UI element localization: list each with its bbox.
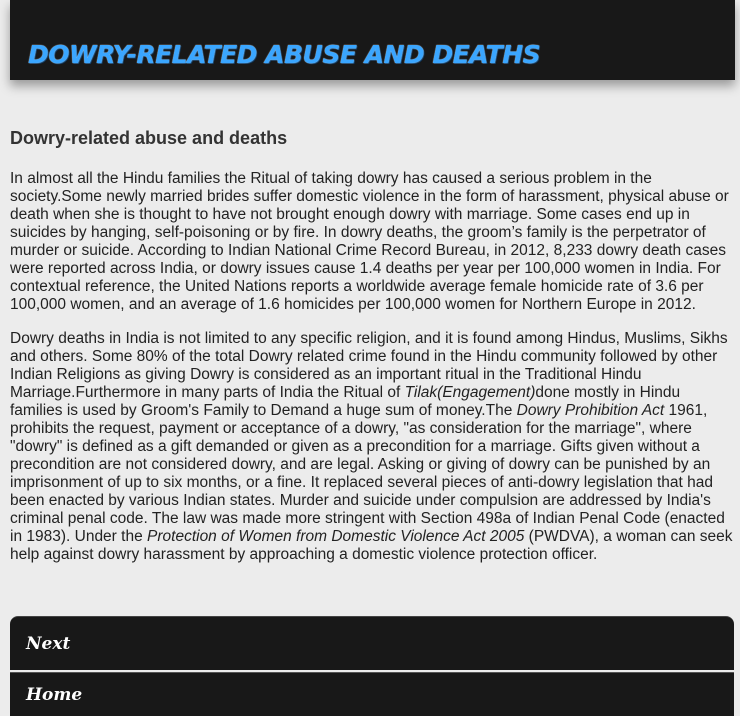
article-paragraph-1: In almost all the Hindu families the Ritual of taking dowry has caused a serious problem in the society.Some newly married brides suffer domestic violence in the form of harassment, physical abuse or death when she is thought to have not brought enough dowry with marriage. Some cases end up in suicides by hanging, self-poisoning or by fire. In dowry deaths, the groom’s family is the perpetrator of murder or suicide. According to Indian National Crime Record Bureau, in 2012, 8,233 dowry death cases were reported across India, or dowry issues cause 1.4 deaths per year per 100,000 women in India. For contextual reference, the United Nations reports a worldwide average female homicide rate of 3.6 per 100,000 women, and an average of 1.6 homicides per 100,000 women for Northern Europe in 2012. (10, 170, 729, 313)
paragraph-emphasis: Tilak(Engagement) (404, 384, 536, 401)
article-content (10, 126, 734, 580)
header-bar (10, 0, 735, 80)
page-banner-title: DOWRY-RELATED ABUSE AND DEATHS (28, 40, 541, 69)
paragraph-emphasis: Protection of Women from Domestic Violence Act 2005 (147, 528, 525, 545)
home-button[interactable] (10, 672, 734, 716)
next-button-label: Next (26, 633, 71, 654)
paragraph-text: Dowry deaths in India is not limited to any specific religion, and it is found among Hindus, Muslims, Sikhs and others. Some 80% of the total Dowry related crime found in the Hindu community followed by other Indian Religions as giving Dowry is considered as an important ritual in the Traditional Hindu Marriage.Furthermore in many parts of India the Ritual of (10, 330, 728, 401)
paragraph-emphasis: Dowry Prohibition Act (516, 402, 665, 419)
article-paragraph-2 (10, 330, 734, 564)
paragraph-text: done mostly in Hindu families is used by Groom's Family to Demand a huge sum of money.The (10, 384, 681, 419)
article-heading: Dowry-related abuse and deaths (10, 128, 288, 148)
home-button-label: Home (26, 684, 83, 705)
paragraph-text: (PWDVA), a woman can seek help against dowry harassment by approaching a domestic violence protection officer. (10, 528, 733, 563)
paragraph-text: 1961, prohibits the request, payment or acceptance of a dowry, "as consideration for the marriage", where "dowry" is defined as a gift demanded or given as a precondition for a marriage. Gifts given without a precondition are not considered dowry, and are legal. Asking or giving of dowry can be punished by an imprisonment of up to six months, or a fine. It replaced several pieces of anti-dowry legislation that had been enacted by various Indian states. Murder and suicide under compulsion are addressed by India's criminal penal code. The law was made more stringent with Section 498a of Indian Penal Code (enacted in 1983). Under the (10, 402, 725, 545)
next-button[interactable] (10, 616, 734, 670)
